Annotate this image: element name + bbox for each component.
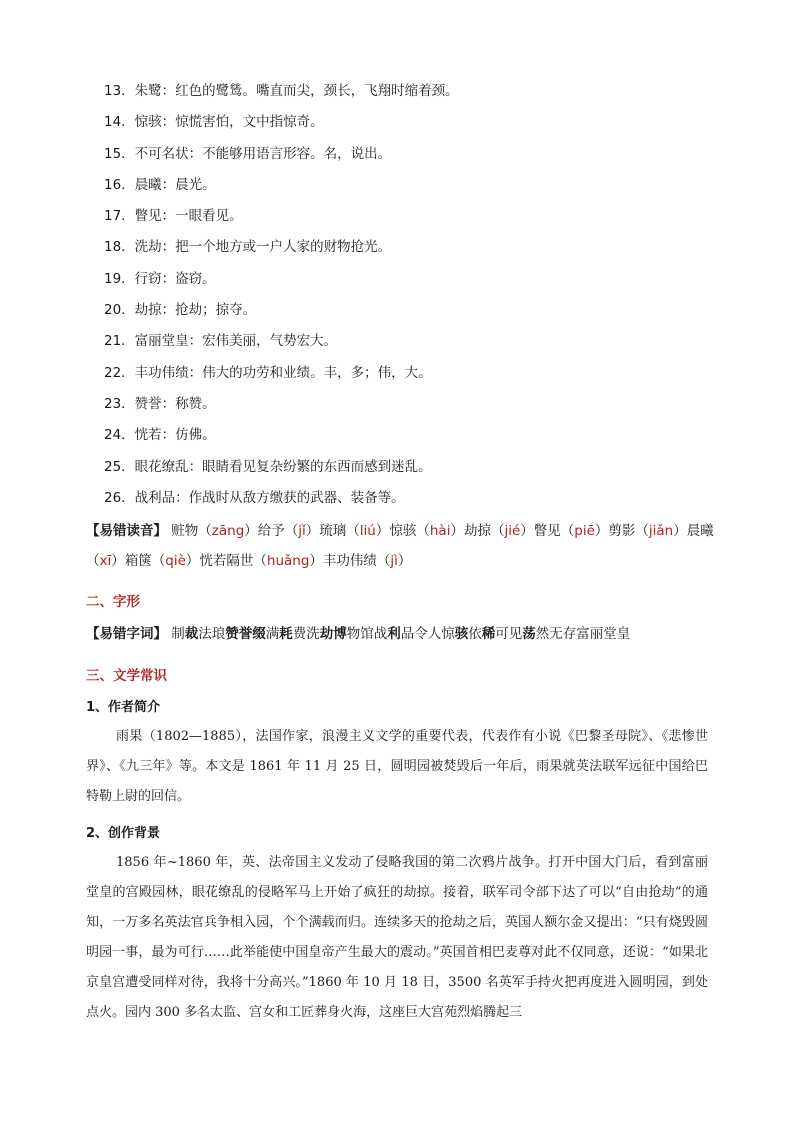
error-word-segment: 品令人惊 (400, 626, 455, 642)
pron-word: 剪影 (608, 523, 636, 539)
error-word-segment: 荡 (522, 626, 536, 642)
definition-item: 25．眼花缭乱：眼睛看见复杂纷繁的东西而感到迷乱。 (104, 458, 432, 475)
error-word-segment: 可见 (495, 626, 523, 642)
section-title-zixing: 二、字形 (86, 594, 140, 610)
pron-pinyin: jiǎn (648, 523, 674, 539)
definition-item: 23．赞誉：称赞。 (104, 395, 216, 412)
pronunciation-tag: 【易错读音】 (86, 523, 167, 539)
pronunciation-block: 【易错读音】 赃物（zāng）给予（jǐ）琉璃（liú）惊骇（hài）劫掠（jié）瞥见（piē）剪影（jiǎn）晨曦（xī）箱箧（qiè）恍若隔世（huǎng）丰功伟绩（jì） (86, 523, 714, 569)
pron-word: 惊骇 (389, 523, 417, 539)
pron-word: 箱箧 (124, 553, 152, 569)
error-words-line (86, 622, 726, 642)
error-word-segment: 博 (333, 626, 347, 642)
error-words-tag: 【易错字词】 (86, 626, 167, 642)
error-word-segment: 缀 (252, 626, 266, 642)
background-heading: 2、创作背景 (86, 826, 161, 841)
definition-item: 26．战利品：作战时从敌方缴获的武器、装备等。 (104, 489, 405, 506)
background-paragraph: 1856 年~1860 年，英、法帝国主义发动了侵略我国的第二次鸦片战争。打开中国大门后，看到富丽堂皇的宫殿园林，眼花缭乱的侵略军马上开始了疯狂的劫掠。接着，联军司令部下达了可以“自由抢劫”的通知，一万多名英法官兵争相入园，个个满载而归。连续多天的抢劫之后，英国人额尔金又提出：“只有烧毁圆明园一事，最为可行……此举能使中国皇帝产生最大的震动。”英国首相巴麦尊对此不仅同意，还说：“如果北京皇宫遭受同样对待，我将十分高兴。”1860 年 10 月 18 日，3500 名英军手持火把再度进入圆明园，到处点火。园内 300 多名太监、宫女和工匠葬身火海，这座巨大宫苑烈焰腾起三 (86, 855, 708, 1020)
pron-word: 瞥见 (533, 523, 561, 539)
error-word-segment: 然无存富丽堂皇 (535, 626, 631, 642)
pron-pinyin: hài (429, 523, 451, 539)
pron-pinyin: jié (504, 523, 521, 539)
definition-item: 13．朱鹭：红色的鹭鸶。嘴直而尖，颈长，飞翔时缩着颈。 (104, 83, 459, 99)
definition-item: 17．瞥见：一眼看见。 (104, 208, 243, 225)
error-word-segment: 赞誉 (225, 626, 253, 642)
error-word-segment: 劫 (319, 626, 334, 642)
error-word-segment: 裁 (184, 626, 199, 642)
pron-word: 恍若隔世 (199, 553, 254, 569)
pron-pinyin: liú (359, 523, 376, 539)
error-word-segment: 利 (387, 626, 401, 642)
definition-item: 14．惊骇：惊慌害怕，文中指惊奇。 (104, 114, 324, 131)
pron-word: 琉璃 (319, 523, 347, 539)
definition-item: 18．洗劫：把一个地方或一户人家的财物抢光。 (104, 239, 392, 256)
error-word-segment: 制 (171, 626, 185, 642)
error-word-segment: 依 (468, 626, 482, 642)
definition-item: 20．劫掠：抢劫；掠夺。 (104, 302, 257, 319)
error-word-segment: 法琅 (198, 626, 226, 642)
error-word-segment: 耗 (279, 626, 293, 642)
error-word-segment: 费洗 (292, 626, 320, 642)
error-word-segment: 物馆战 (346, 626, 388, 642)
pron-word: 丰功伟绩 (322, 553, 377, 569)
pron-pinyin: qiè (165, 553, 186, 569)
section-title-literature: 三、文学常识 (86, 668, 167, 684)
pron-pinyin: huǎng (266, 553, 310, 569)
definition-item: 19．行窃：盗窃。 (104, 270, 216, 287)
definition-item: 24．恍若：仿佛。 (104, 427, 216, 444)
definition-item: 22．丰功伟绩：伟大的功劳和业绩。丰，多；伟，大。 (104, 364, 432, 381)
pron-pinyin: zāng (211, 523, 245, 539)
pron-pinyin: jǐ (298, 523, 306, 539)
pron-word: 劫掠 (463, 523, 491, 539)
definition-list (104, 80, 724, 518)
pron-word: 赃物 (171, 523, 199, 539)
error-word-segment: 骇 (454, 626, 469, 642)
definition-item: 16．晨曦：晨光。 (104, 176, 216, 193)
definition-item: 15．不可名状：不能够用语言形容。名，说出。 (104, 145, 392, 162)
pron-pinyin: piē (574, 523, 595, 539)
error-word-segment: 满 (265, 626, 280, 642)
pron-pinyin: xī (99, 553, 112, 569)
pron-pinyin: jì (390, 553, 398, 569)
pron-word: 晨曦 (686, 523, 714, 539)
error-word-segment: 稀 (481, 626, 496, 642)
author-intro-heading: 1、作者简介 (86, 700, 161, 715)
author-intro-paragraph: 雨果（1802—1885），法国作家，浪漫主义文学的重要代表，代表作有小说《巴黎圣母院》、《悲惨世界》、《九三年》等。本文是 1861 年 11 月 25 日，圆明园被焚毁后一年后，雨果就英法联军远征中国给巴特勒上尉的回信。 (86, 729, 708, 804)
pron-word: 给予 (257, 523, 285, 539)
definition-item: 21．富丽堂皇：宏伟美丽，气势宏大。 (104, 333, 338, 350)
